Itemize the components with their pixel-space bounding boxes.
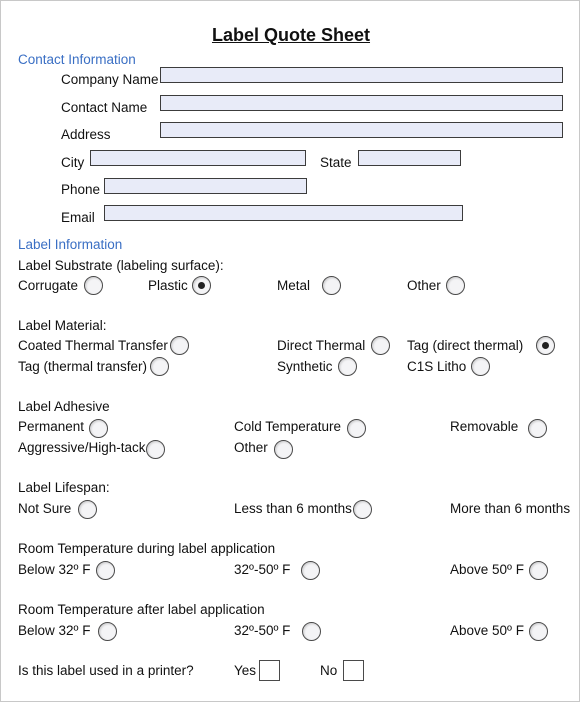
adhesive-option-label: Cold Temperature bbox=[234, 419, 342, 434]
phone-label: Phone bbox=[61, 182, 101, 197]
state-label: State bbox=[320, 155, 352, 170]
printer-option-label: No bbox=[320, 663, 338, 678]
substrate-metal-radio[interactable] bbox=[322, 276, 341, 295]
material-tag-thermal-transfer-radio[interactable] bbox=[150, 357, 169, 376]
substrate-corrugate-radio[interactable] bbox=[84, 276, 103, 295]
room-temp-during-option-label: Below 32º F bbox=[18, 562, 91, 577]
email-label: Email bbox=[61, 210, 95, 225]
adhesive-option-label: Aggressive/High-tack bbox=[18, 440, 146, 455]
city-label: City bbox=[61, 155, 85, 170]
radio-selected-dot bbox=[198, 282, 205, 289]
lifespan-option-label: Less than 6 months bbox=[234, 501, 352, 516]
material-option-label: Tag (direct thermal) bbox=[407, 338, 524, 353]
substrate-option-label: Other bbox=[407, 278, 441, 293]
printer-question: Is this label used in a printer? bbox=[18, 663, 194, 678]
material-option-label: Synthetic bbox=[277, 359, 333, 374]
printer-option-label: Yes bbox=[234, 663, 257, 678]
substrate-option-label: Metal bbox=[277, 278, 311, 293]
adhesive-option-label: Other bbox=[234, 440, 268, 455]
material-tag-direct-thermal-radio[interactable] bbox=[536, 336, 555, 355]
adhesive-removable-radio[interactable] bbox=[528, 419, 547, 438]
room-temp-during-below-32-radio[interactable] bbox=[96, 561, 115, 580]
adhesive-cold-temperature-radio[interactable] bbox=[347, 419, 366, 438]
room-temp-during-32-50-radio[interactable] bbox=[301, 561, 320, 580]
address-label: Address bbox=[61, 127, 111, 142]
room-temp-after-option-label: Below 32º F bbox=[18, 623, 91, 638]
contact-name-label: Contact Name bbox=[61, 100, 148, 115]
room-temp-during-option-label: Above 50º F bbox=[450, 562, 524, 577]
adhesive-question: Label Adhesive bbox=[18, 399, 110, 414]
room-temp-after-above-50-radio[interactable] bbox=[529, 622, 548, 641]
email-field[interactable] bbox=[104, 205, 463, 221]
room-temp-after-option-label: Above 50º F bbox=[450, 623, 524, 638]
city-field[interactable] bbox=[90, 150, 306, 166]
lifespan-not-sure-radio[interactable] bbox=[78, 500, 97, 519]
room-temp-during-option-label: 32º-50º F bbox=[234, 562, 291, 577]
printer-yes-checkbox[interactable] bbox=[259, 660, 280, 681]
lifespan-question: Label Lifespan: bbox=[18, 480, 110, 495]
company-name-field[interactable] bbox=[160, 67, 563, 83]
room-temp-after-option-label: 32º-50º F bbox=[234, 623, 291, 638]
material-option-label: Tag (thermal transfer) bbox=[18, 359, 148, 374]
lifespan-option-label: Not Sure bbox=[18, 501, 72, 516]
material-question: Label Material: bbox=[18, 318, 107, 333]
room-temp-during-above-50-radio[interactable] bbox=[529, 561, 548, 580]
room-temp-after-question: Room Temperature after label application bbox=[18, 602, 265, 617]
substrate-plastic-radio[interactable] bbox=[192, 276, 211, 295]
page-title: Label Quote Sheet bbox=[211, 25, 371, 45]
phone-field[interactable] bbox=[104, 178, 307, 194]
company-name-label: Company Name bbox=[61, 72, 159, 87]
label-section-heading: Label Information bbox=[18, 237, 123, 252]
material-coated-thermal-transfer-radio[interactable] bbox=[170, 336, 189, 355]
material-c1s-litho-radio[interactable] bbox=[471, 357, 490, 376]
contact-section-heading: Contact Information bbox=[18, 52, 136, 67]
material-option-label: Coated Thermal Transfer bbox=[18, 338, 168, 353]
substrate-other-radio[interactable] bbox=[446, 276, 465, 295]
lifespan-less-than-6-months-radio[interactable] bbox=[353, 500, 372, 519]
radio-selected-dot bbox=[542, 342, 549, 349]
printer-no-checkbox[interactable] bbox=[343, 660, 364, 681]
material-option-label: C1S Litho bbox=[407, 359, 467, 374]
contact-name-field[interactable] bbox=[160, 95, 563, 111]
address-field[interactable] bbox=[160, 122, 563, 138]
adhesive-option-label: Removable bbox=[450, 419, 519, 434]
state-field[interactable] bbox=[358, 150, 461, 166]
substrate-option-label: Corrugate bbox=[18, 278, 79, 293]
adhesive-permanent-radio[interactable] bbox=[89, 419, 108, 438]
adhesive-aggressive-high-tack-radio[interactable] bbox=[146, 440, 165, 459]
substrate-question: Label Substrate (labeling surface): bbox=[18, 258, 224, 273]
lifespan-option-label: More than 6 months bbox=[450, 501, 571, 516]
substrate-option-label: Plastic bbox=[148, 278, 188, 293]
room-temp-after-32-50-radio[interactable] bbox=[302, 622, 321, 641]
room-temp-during-question: Room Temperature during label application bbox=[18, 541, 276, 556]
material-option-label: Direct Thermal bbox=[277, 338, 366, 353]
material-synthetic-radio[interactable] bbox=[338, 357, 357, 376]
room-temp-after-below-32-radio[interactable] bbox=[98, 622, 117, 641]
adhesive-option-label: Permanent bbox=[18, 419, 85, 434]
adhesive-other-radio[interactable] bbox=[274, 440, 293, 459]
material-direct-thermal-radio[interactable] bbox=[371, 336, 390, 355]
